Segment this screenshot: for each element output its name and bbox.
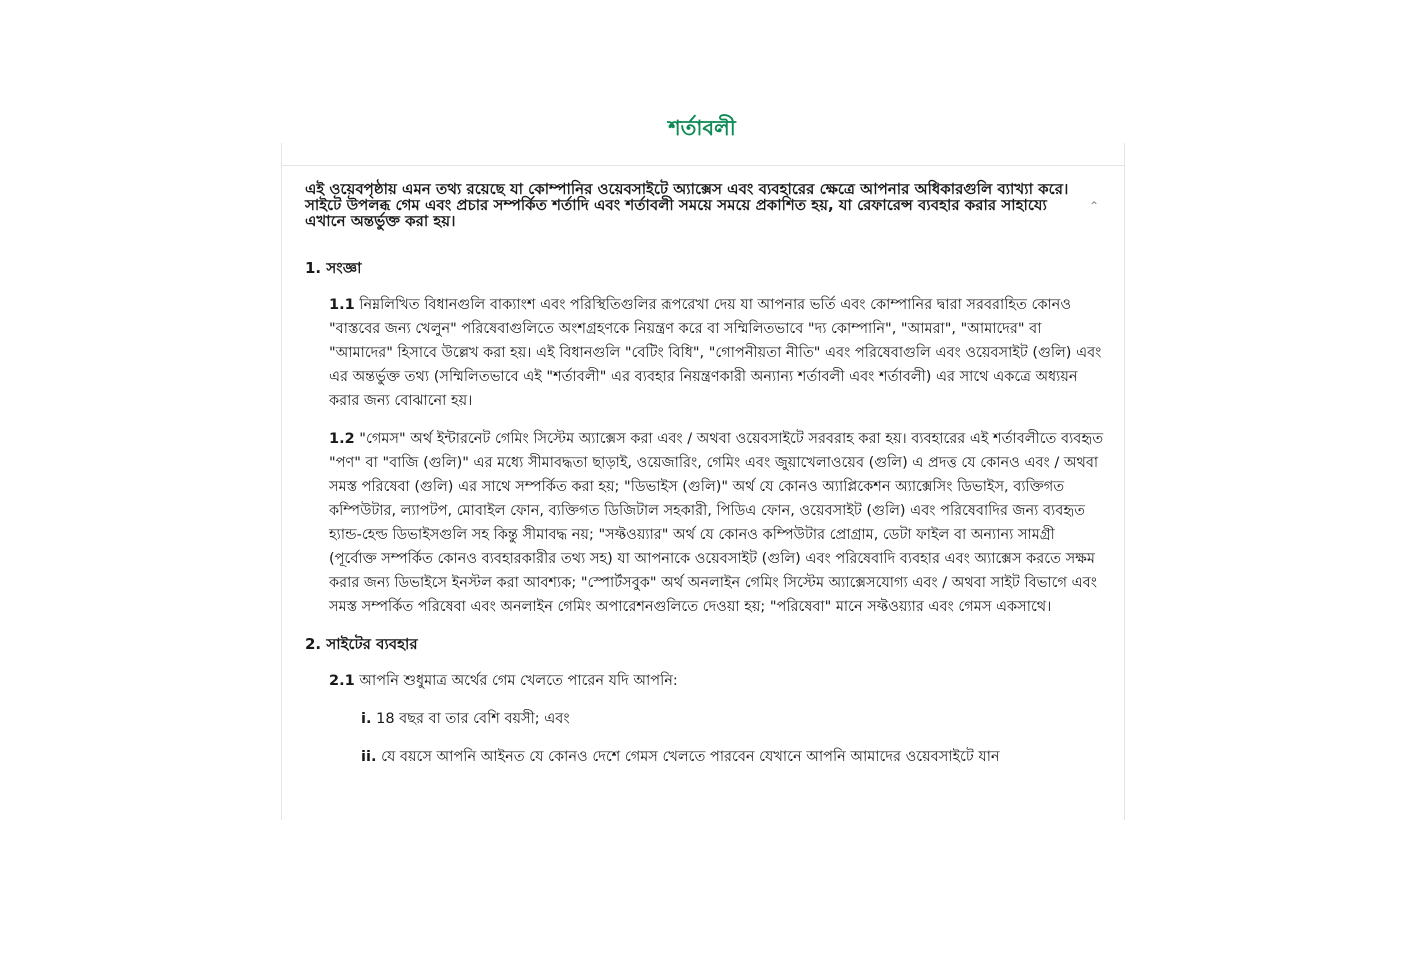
clause-text: নিম্নলিখিত বিধানগুলি বাক্যাংশ এবং পরিস্থিতিগুলির রূপরেখা দেয় যা আপনার ভর্তি এবং কোম্পানির দ্বারা সরবরাহিত কোনও "বাস্তবের জন্য খেলুন" পরিষেবাগুলিতে অংশগ্রহণকে নিয়ন্ত্রণ করে বা সম্মিলিতভাবে "দ্য কোম্পানি", "আমরা", "আমাদের" বা "আমাদের" হিসাবে উল্লেখ করা হয়। এই বিধানগুলি "বেটিং বিধি", "গোপনীয়তা নীতি" এবং পরিষেবাগুলি এবং ওয়েবসাইট (গুলি) এবং এর অন্তর্ভুক্ত তথ্য (সম্মিলিতভাবে এই "শর্তাবলী" এর ব্যবহার নিয়ন্ত্রণকারী অন্যান্য শর্তাবলী এবং শর্তাবলী) এর সাথে একত্রে অধ্যয়ন করার জন্য বোঝানো হয়।	[329, 297, 1102, 409]
sub-item-number: i.	[361, 711, 372, 727]
sub-item-text: 18 বছর বা তার বেশি বয়সী; এবং	[376, 711, 570, 727]
section-heading-definitions: 1. সংজ্ঞা	[305, 259, 362, 277]
intro-text: এই ওয়েবপৃষ্ঠায় এমন তথ্য রয়েছে যা কোম্পানির ওয়েবসাইটে অ্যাক্সেস এবং ব্যবহারের ক্ষেত্রে আপনার অধিকারগুলি ব্যাখ্যা করে। সাইটে উপলব্ধ গেম এবং প্রচার সম্পর্কিত শর্তাদি এবং শর্তাবলী সময়ে সময়ে প্রকাশিত হয়, যা রেফারেন্স ব্যবহার করার সাহায্যে এখানে অন্তর্ভুক্ত করা হয়।	[305, 180, 1069, 230]
clause-1-2	[329, 427, 1105, 619]
terms-card[interactable]	[281, 143, 1125, 820]
sub-item-ii	[361, 745, 1105, 769]
clause-text: "গেমস" অর্থ ইন্টারনেট গেমিং সিস্টেম অ্যাক্সেস করা এবং / অথবা ওয়েবসাইটে সরবরাহ করা হয়। ব্যবহারের এই শর্তাবলীতে ব্যবহৃত "পণ" বা "বাজি (গুলি)" এর মধ্যে সীমাবদ্ধতা ছাড়াই, ওয়েজারিং, গেমিং এবং জুয়াখেলাওয়েব (গুলি) এ প্রদত্ত যে কোনও এবং / অথবা সমস্ত পরিষেবা (গুলি) এর সাথে সম্পর্কিত করা হয়; "ডিভাইস (গুলি)" অর্থ যে কোনও অ্যাপ্লিকেশন অ্যাক্সেসিং ডিভাইস, ব্যক্তিগত কম্পিউটার, ল্যাপটপ, মোবাইল ফোন, ব্যক্তিগত ডিজিটাল সহকারী, পিডিএ ফোন, ওয়েবসাইট (গুলি) এবং পরিষেবাদির জন্য ব্যবহৃত হ্যান্ড-হেল্ড ডিভাইসগুলি সহ কিন্তু সীমাবদ্ধ নয়; "সফ্টওয়্যার" অর্থ যে কোনও কম্পিউটার প্রোগ্রাম, ডেটা ফাইল বা অন্যান্য সামগ্রী (পূর্বোক্ত সম্পর্কিত কোনও ব্যবহারকারীর তথ্য সহ) যা আপনাকে ওয়েবসাইট (গুলি) এবং পরিষেবাদি ব্যবহার এবং অ্যাক্সেস করতে সক্ষম করার জন্য ডিভাইসে ইনস্টল করা আবশ্যক; "স্পোর্টসবুক" অর্থ অনলাইন গেমিং সিস্টেম অ্যাক্সেসযোগ্য এবং / অথবা সাইট বিভাগে এবং সমস্ত সম্পর্কিত পরিষেবা এবং অনলাইন গেমিং অপারেশনগুলিতে দেওয়া হয়; "পরিষেবা" মানে সফ্টওয়্যার এবং গেমস একসাথে।	[329, 431, 1104, 615]
intro-paragraph[interactable]	[305, 181, 1105, 229]
section-heading-site-use: 2. সাইটের ব্যবহার	[305, 635, 418, 653]
terms-content	[305, 181, 1105, 783]
clause-number: 2.1	[329, 673, 355, 689]
card-divider	[282, 165, 1124, 166]
clause-text: আপনি শুধুমাত্র অর্থের গেম খেলতে পারেন যদি আপনি:	[359, 673, 678, 689]
clause-2-1	[329, 669, 1105, 693]
clause-number: 1.1	[329, 297, 355, 313]
page-title: শর্তাবলী	[644, 112, 760, 156]
chevron-up-icon[interactable]: ⌃	[1088, 199, 1099, 213]
clause-1-1	[329, 293, 1105, 413]
sub-item-number: ii.	[361, 749, 377, 765]
clause-number: 1.2	[329, 431, 355, 447]
sub-item-text: যে বয়সে আপনি আইনত যে কোনও দেশে গেমস খেলতে পারবেন যেখানে আপনি আমাদের ওয়েবসাইটে যান	[381, 749, 1000, 765]
sub-item-i	[361, 707, 1105, 731]
